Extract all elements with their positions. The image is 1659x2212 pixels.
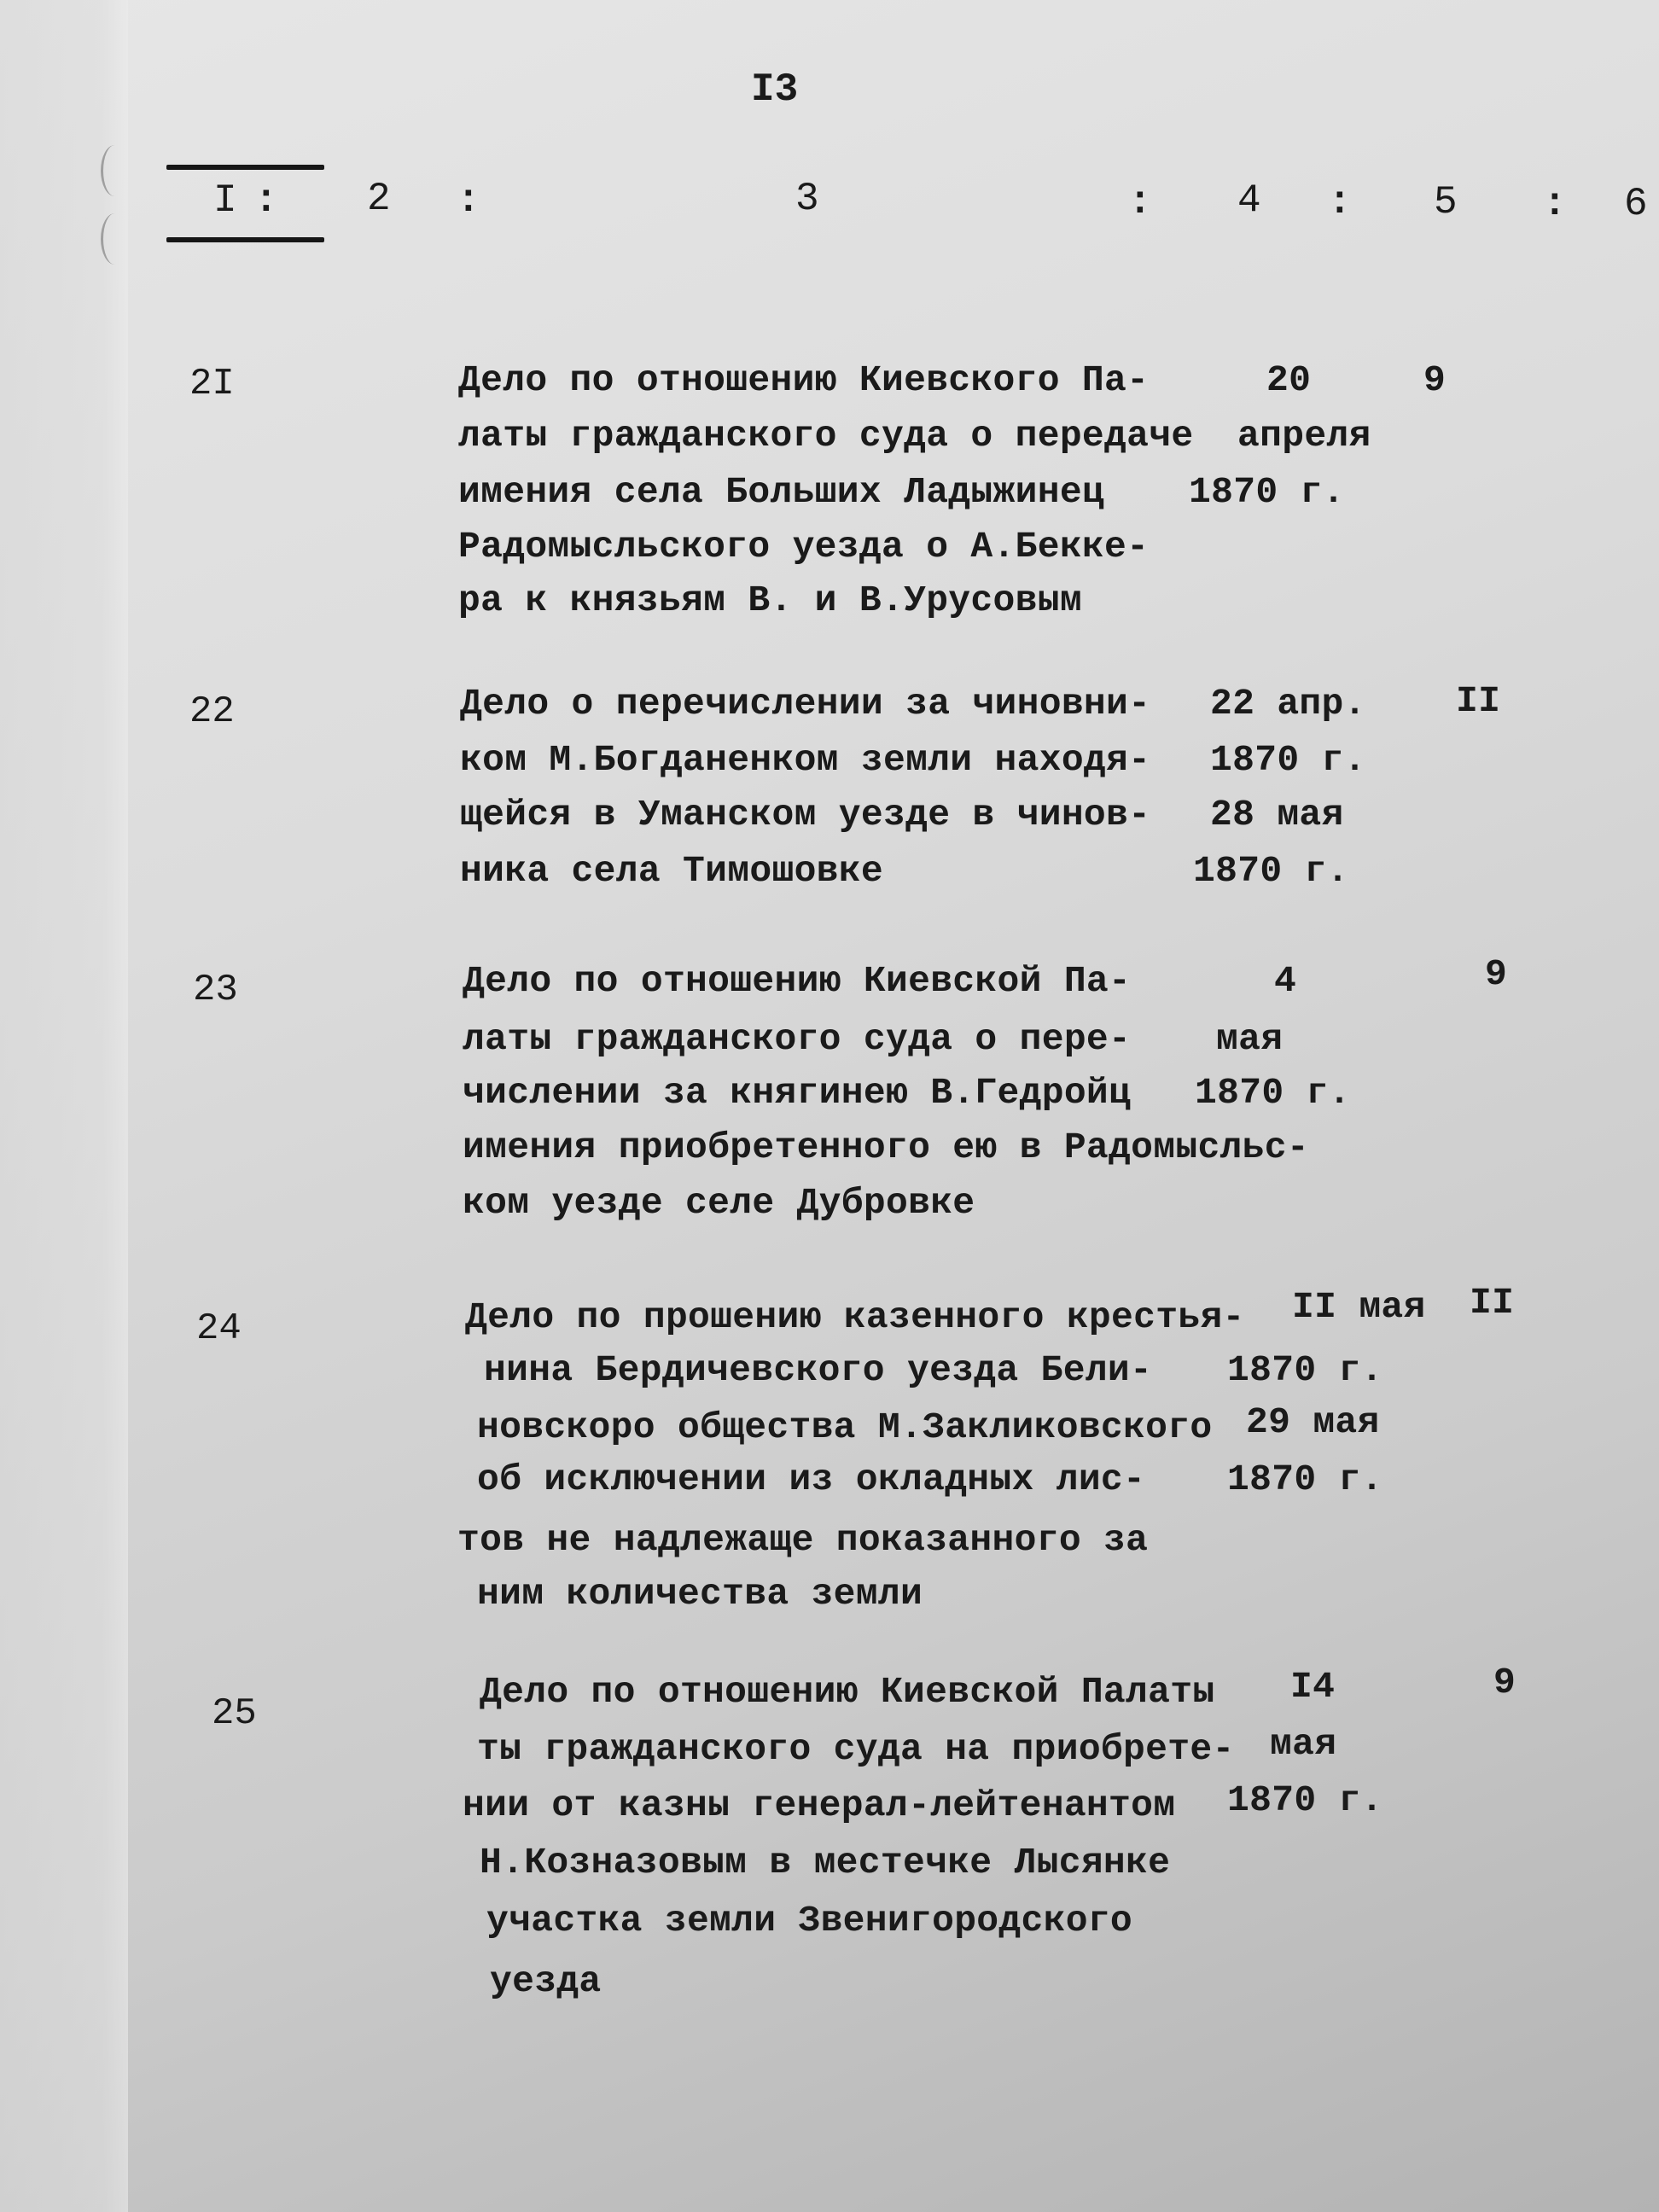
date-line: 22 апр.	[1210, 683, 1366, 725]
page-edge-shadow	[0, 0, 128, 2212]
date-line: II мая	[1292, 1286, 1426, 1328]
header-rule-bottom	[166, 237, 324, 242]
description-line: ком М.Богданенком земли находя-	[460, 739, 1151, 781]
description-line: об исключении из окладных лис-	[477, 1458, 1146, 1500]
description-line: нии от казны генерал-лейтенантом	[463, 1784, 1176, 1826]
entry-number: 23	[193, 969, 238, 1011]
header-separator: :	[1128, 180, 1152, 224]
description-line: уезда	[490, 1960, 602, 2002]
date-line: апреля	[1237, 415, 1371, 457]
description-line: латы гражданского суда о пере-	[463, 1018, 1132, 1060]
description-line: ты гражданского суда на приобрете-	[477, 1728, 1235, 1770]
entry-number: 22	[189, 690, 235, 733]
date-line: 20	[1266, 359, 1312, 401]
sheet-count: 9	[1493, 1662, 1516, 1703]
description-line: ника села Тимошовке	[460, 850, 883, 892]
date-line: 28 мая	[1210, 794, 1344, 835]
description-line: щейся в Уманском уезде в чинов-	[460, 794, 1151, 835]
sheet-count: 9	[1485, 953, 1508, 995]
description-line: имения села Больших Ладыжинец	[458, 471, 1105, 513]
description-line: тов не надлежаще показанного за	[457, 1519, 1149, 1561]
description-line: числении за княгинею В.Гедройц	[463, 1072, 1132, 1114]
date-line: 1870 г.	[1227, 1349, 1383, 1391]
date-line: мая	[1270, 1723, 1337, 1765]
date-line: 1870 г.	[1227, 1779, 1383, 1821]
date-line: 4	[1274, 960, 1297, 1002]
description-line: ним количества земли	[477, 1573, 923, 1615]
date-line: мая	[1216, 1018, 1284, 1060]
header-col-5: 5	[1434, 180, 1458, 224]
description-line: нина Бердичевского уезда Бели-	[484, 1349, 1153, 1391]
description-line: латы гражданского суда о передаче	[458, 415, 1194, 457]
header-col-4: 4	[1237, 178, 1261, 223]
description-line: Дело по отношению Киевской Па-	[463, 960, 1132, 1002]
header-separator: :	[457, 178, 480, 223]
header-separator: :	[1328, 180, 1352, 224]
date-line: 29 мая	[1246, 1401, 1380, 1443]
header-col-3: 3	[795, 177, 819, 221]
header-separator: :	[254, 178, 278, 223]
description-line: Радомысльского уезда о А.Беккe-	[458, 526, 1150, 568]
header-col-6: 6	[1624, 182, 1648, 226]
header-col-1: I	[213, 178, 237, 223]
entry-number: 2I	[189, 363, 235, 405]
date-line: 1870 г.	[1210, 739, 1366, 781]
date-line: 1870 г.	[1193, 850, 1349, 892]
binding-mark	[101, 213, 129, 265]
description-line: Дело по отношению Киевского Па-	[458, 359, 1150, 401]
description-line: Дело по отношению Киевской Палаты	[480, 1671, 1215, 1713]
sheet-count: 9	[1423, 359, 1447, 401]
description-line: Дело по прошению казенного крестья-	[465, 1296, 1245, 1338]
description-line: ком уезде селе Дубровке	[463, 1182, 975, 1224]
date-line: 1870 г.	[1195, 1072, 1351, 1114]
header-rule-top	[166, 165, 324, 170]
date-line: I4	[1290, 1666, 1336, 1708]
description-line: участка земли Звенигородского	[486, 1900, 1133, 1941]
description-line: Дело о перечислении за чиновни-	[460, 683, 1151, 725]
sheet-count: II	[1456, 680, 1501, 722]
header-separator: :	[1543, 182, 1567, 226]
page-number: I3	[751, 67, 799, 112]
description-line: новскоро общества М.Закликовского	[477, 1406, 1213, 1448]
description-line: ра к князьям В. и В.Урусовым	[458, 579, 1082, 621]
entry-number: 25	[212, 1692, 257, 1735]
binding-mark	[101, 145, 129, 196]
header-col-2: 2	[367, 177, 391, 221]
description-line: Н.Козназовым в местечке Лысянке	[480, 1842, 1171, 1883]
date-line: 1870 г.	[1189, 471, 1345, 513]
entry-number: 24	[196, 1307, 242, 1350]
description-line: имения приобретенного ею в Радомысльс-	[463, 1126, 1309, 1168]
date-line: 1870 г.	[1227, 1458, 1383, 1500]
sheet-count: II	[1470, 1282, 1515, 1324]
